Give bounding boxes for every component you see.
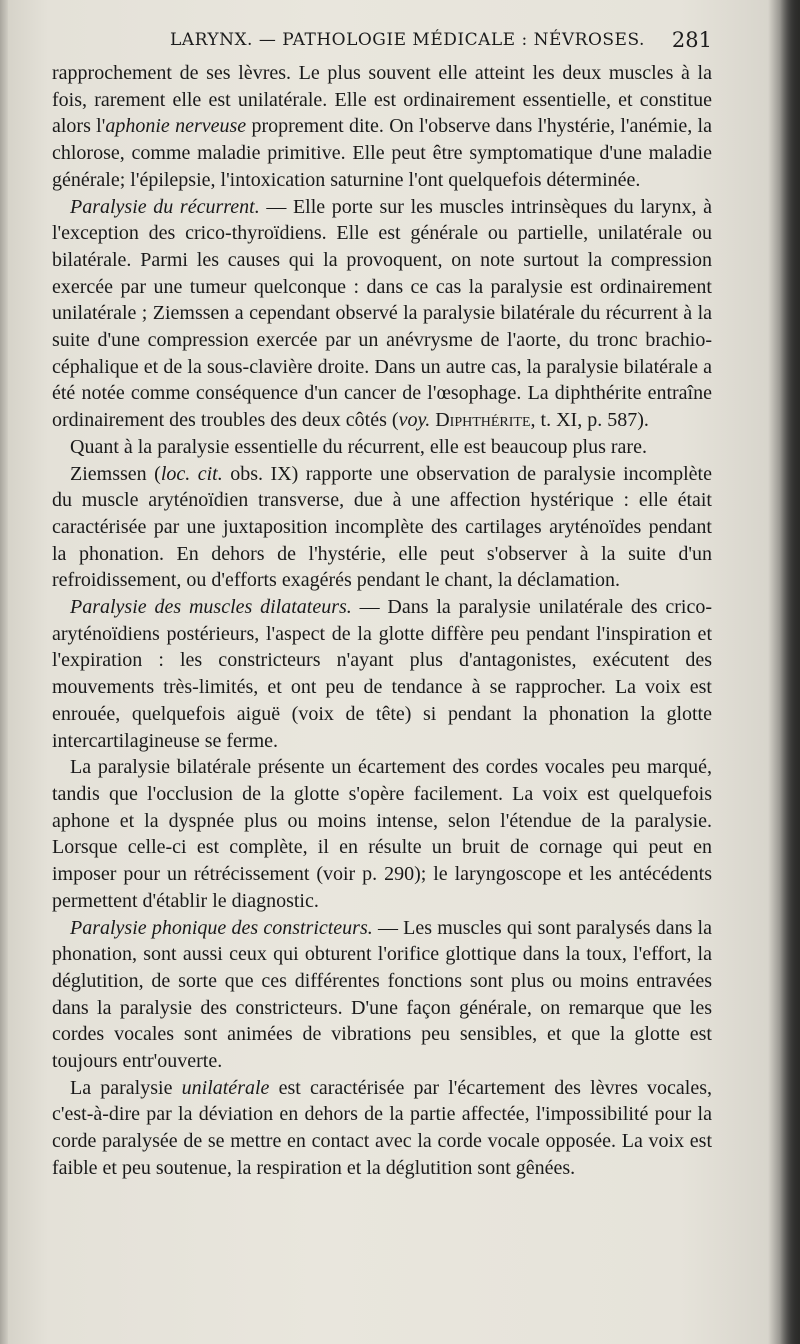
paragraph <box>52 594 712 754</box>
text-run: La paralysie <box>70 1076 182 1099</box>
text-run: obs. IX) rapporte une observation de paralysie incomplète du muscle aryténoïdien transverse, due à une affection hystérique : elle était caractérisée par une juxtaposition incomplète des cartilages aryténoïdes pendant la phonation. En dehors de l'hystérie, elle peut s'observer à la suite d'un refroidissement, ou d'efforts exagérés pendant le chant, la déclamation. <box>52 462 712 592</box>
italic-text: unilatérale <box>181 1076 270 1099</box>
text-run: La paralysie bilatérale présente un écartement des cordes vocales peu marqué, tandis que l'occlusion de la glotte s'opère facilement. La voix est quelquefois aphone et la dyspnée plus ou moins intense, selon l'étendue de la paralysie. Lorsque celle-ci est complète, il en résulte un bruit de cornage qui peut en imposer pour un rétrécissement (voir p. 290); le laryngoscope et les antécédents permettent d'établir le diagnostic. <box>52 756 712 912</box>
italic-text: Paralysie du récurrent. <box>70 195 260 218</box>
text-run: rapprochement de ses lèvres. Le plus souvent elle atteint les deux muscles à la fois, rarement elle est unilatérale. Elle est ordinairement essentielle, et constitue alors l' <box>52 62 712 138</box>
paragraph <box>52 754 712 914</box>
small-caps-text: Diphthérite <box>435 409 531 432</box>
page-gutter-shadow <box>780 0 800 1344</box>
running-title: LARYNX. — PATHOLOGIE MÉDICALE : NÉVROSES. <box>170 30 645 50</box>
paragraph <box>52 1075 712 1182</box>
paragraph <box>52 434 712 461</box>
body-text <box>52 60 712 1182</box>
text-run: , t. XI, p. 587). <box>530 409 649 432</box>
italic-text: voy. <box>398 409 431 432</box>
italic-text: aphonie nerveuse <box>105 115 247 138</box>
running-header <box>52 26 712 56</box>
text-run: — Dans la paralysie unilatérale des crico-aryténoïdiens postérieurs, l'aspect de la glotte diffère peu pendant l'inspiration et l'expiration : les constricteurs n'ayant plus d'antagonistes, exécutent des mouvements très-limités, et ont peu de tendance à se rapprocher. La voix est enrouée, quelquefois aiguë (voix de tête) si pendant la phonation la glotte intercartilagineuse se ferme. <box>52 596 712 752</box>
page-left-edge <box>0 0 8 1344</box>
text-run: est caractérisée par l'écartement des lèvres vocales, c'est-à-dire par la déviation en dehors de la partie affectée, l'impossibilité pour la corde paralysée de se mettre en contact avec la corde vocale opposée. La voix est faible et peu soutenue, la respiration et la déglutition sont gênées. <box>52 1076 713 1179</box>
italic-text: loc. cit. <box>160 462 223 485</box>
text-run: — Les muscles qui sont paralysés dans la phonation, sont aussi ceux qui obturent l'orifice glottique dans la toux, l'effort, la déglutition, de sorte que ces différentes fonctions sont plus ou moins entravées dans la paralysie des constricteurs. D'une façon générale, on remarque que les cordes vocales sont animées de vibrations peu sensibles, et que la glotte est toujours entr'ouverte. <box>52 916 712 1073</box>
italic-text: Paralysie des muscles dilatateurs. <box>70 596 352 619</box>
paragraph <box>52 461 712 595</box>
paragraph <box>52 60 712 194</box>
text-run: proprement dite. On l'observe dans l'hystérie, l'anémie, la chlorose, comme maladie primitive. Elle peut être symptomatique d'une maladie générale; l'épilepsie, l'intoxication saturnine l'ont quelquefois déterminée. <box>52 115 712 191</box>
paragraph <box>52 194 712 434</box>
text-run: — Elle porte sur les muscles intrinsèques du larynx, à l'exception des crico-thyroïdiens. Elle est générale ou partielle, unilatérale ou bilatérale. Parmi les causes qui la provoquent, on note surtout la compression exercée par une tumeur quelconque : dans ce cas la paralysie est ordinairement unilatérale ; Ziemssen a cependant observé la paralysie bilatérale du récurrent à la suite d'une compression exercée par un anévrysme de l'aorte, du tronc brachio-céphalique et de la sous-clavière droite. Dans un autre cas, la paralysie bilatérale a été notée comme conséquence d'un cancer de l'œsophage. La diphthérite entraîne ordinairement des troubles des deux côtés ( <box>52 195 712 432</box>
italic-text: Paralysie phonique des constricteurs. <box>70 916 373 939</box>
page-number: 281 <box>671 28 712 52</box>
paragraph <box>52 915 712 1075</box>
text-run: Quant à la paralysie essentielle du récurrent, elle est beaucoup plus rare. <box>70 435 647 458</box>
text-run: Ziemssen ( <box>70 462 161 485</box>
